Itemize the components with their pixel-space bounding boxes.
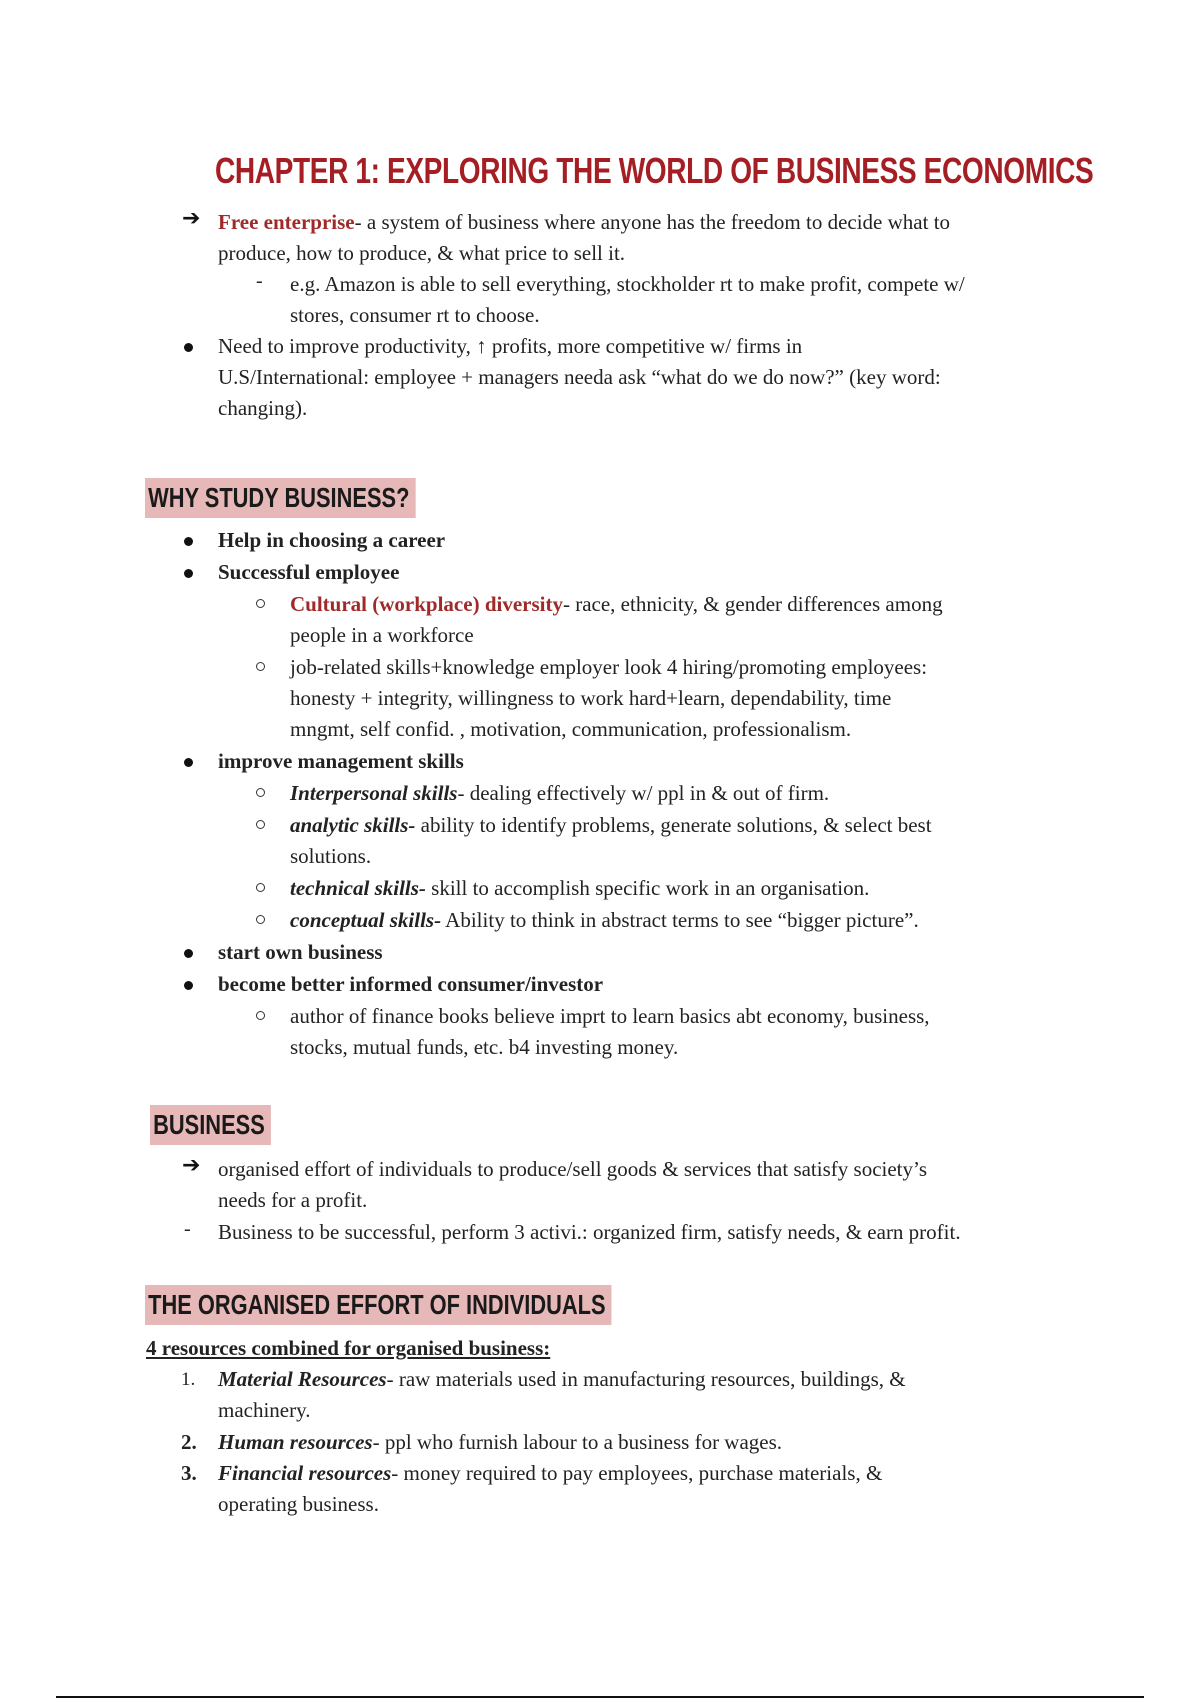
bullet-circle-icon [256, 883, 265, 892]
free-enterprise-term: Free enterprise [218, 210, 355, 234]
chapter-title: CHAPTER 1: EXPLORING THE WORLD OF BUSINESS ECONOMICS [215, 150, 1094, 191]
list-number: 2. [181, 1430, 197, 1454]
productivity-line-3: changing). [218, 396, 308, 420]
bullet-dot-icon [184, 949, 193, 958]
example-line-1: e.g. Amazon is able to sell everything, stockholder rt to make profit, compete w/ [290, 272, 965, 296]
interpersonal-line: Interpersonal skills- dealing effectively w/ ppl in & out of firm. [290, 781, 830, 805]
resources-subheading: 4 resources combined for organised business: [146, 1336, 551, 1360]
bullet-circle-icon [256, 820, 265, 829]
example-line-2: stores, consumer rt to choose. [290, 303, 540, 327]
productivity-line-2: U.S/International: employee + managers needa ask “what do we do now?” (key word: [218, 365, 941, 389]
author-line-2: stocks, mutual funds, etc. b4 investing money. [290, 1035, 679, 1059]
bullet-dot-icon [184, 537, 193, 546]
heading-business: BUSINESS [150, 1105, 271, 1145]
item-management-skills: improve management skills [218, 749, 464, 773]
productivity-line-1: Need to improve productivity, ↑ profits, more competitive w/ firms in [218, 334, 803, 358]
bullet-circle-icon [256, 788, 265, 797]
bullet-dot-icon [184, 569, 193, 578]
material-resources-line: Material Resources- raw materials used in manufacturing resources, buildings, & [218, 1367, 906, 1391]
material-resources-line-2: machinery. [218, 1398, 311, 1422]
bullet-dot-icon [184, 758, 193, 767]
arrow-bullet-icon: ➔ [182, 1153, 201, 1178]
financial-resources-line: Financial resources- money required to pay employees, purchase materials, & [218, 1461, 883, 1485]
business-success-line: Business to be successful, perform 3 activi.: organized firm, satisfy needs, & earn profit. [218, 1220, 961, 1244]
bullet-dot-icon [184, 981, 193, 990]
business-def-line-1: organised effort of individuals to produce/sell goods & services that satisfy society’s [218, 1157, 928, 1181]
free-enterprise-line-2: produce, how to produce, & what price to sell it. [218, 241, 626, 265]
business-def-line-2: needs for a profit. [218, 1188, 368, 1212]
list-number: 3. [181, 1461, 197, 1485]
bullet-circle-icon [256, 1011, 265, 1020]
financial-resources-line-2: operating business. [218, 1492, 379, 1516]
page-bottom-rule [56, 1696, 1144, 1698]
analytic-line-2: solutions. [290, 844, 372, 868]
arrow-bullet-icon: ➔ [182, 206, 201, 231]
job-skills-line-2: honesty + integrity, willingness to work hard+learn, dependability, time [290, 686, 892, 710]
dash-bullet-icon: - [184, 1218, 191, 1240]
heading-organised-effort: THE ORGANISED EFFORT OF INDIVIDUALS [145, 1285, 612, 1325]
cultural-diversity-line-2: people in a workforce [290, 623, 474, 647]
item-career: Help in choosing a career [218, 528, 446, 552]
item-informed-consumer: become better informed consumer/investor [218, 972, 604, 996]
technical-line: technical skills- skill to accomplish specific work in an organisation. [290, 876, 870, 900]
analytic-line: analytic skills- ability to identify problems, generate solutions, & select best [290, 813, 932, 837]
item-own-business: start own business [218, 940, 383, 964]
job-skills-line-3: mngmt, self confid. , motivation, communication, professionalism. [290, 717, 852, 741]
list-number: 1. [181, 1369, 196, 1390]
bullet-circle-icon [256, 599, 265, 608]
bullet-dot-icon [184, 343, 193, 352]
item-successful-employee: Successful employee [218, 560, 400, 584]
cultural-diversity-line: Cultural (workplace) diversity- race, ethnicity, & gender differences among [290, 592, 943, 616]
human-resources-line: Human resources- ppl who furnish labour to a business for wages. [218, 1430, 783, 1454]
conceptual-line: conceptual skills- Ability to think in abstract terms to see “bigger picture”. [290, 908, 919, 932]
dash-bullet-icon: - [256, 270, 263, 292]
cultural-diversity-term: Cultural (workplace) diversity [290, 592, 563, 616]
author-line-1: author of finance books believe imprt to learn basics abt economy, business, [290, 1004, 930, 1028]
bullet-circle-icon [256, 662, 265, 671]
free-enterprise-line: Free enterprise- a system of business where anyone has the freedom to decide what to [218, 210, 951, 234]
job-skills-line-1: job-related skills+knowledge employer look 4 hiring/promoting employees: [290, 655, 928, 679]
heading-why-study-business: WHY STUDY BUSINESS? [145, 478, 416, 518]
bullet-circle-icon [256, 915, 265, 924]
